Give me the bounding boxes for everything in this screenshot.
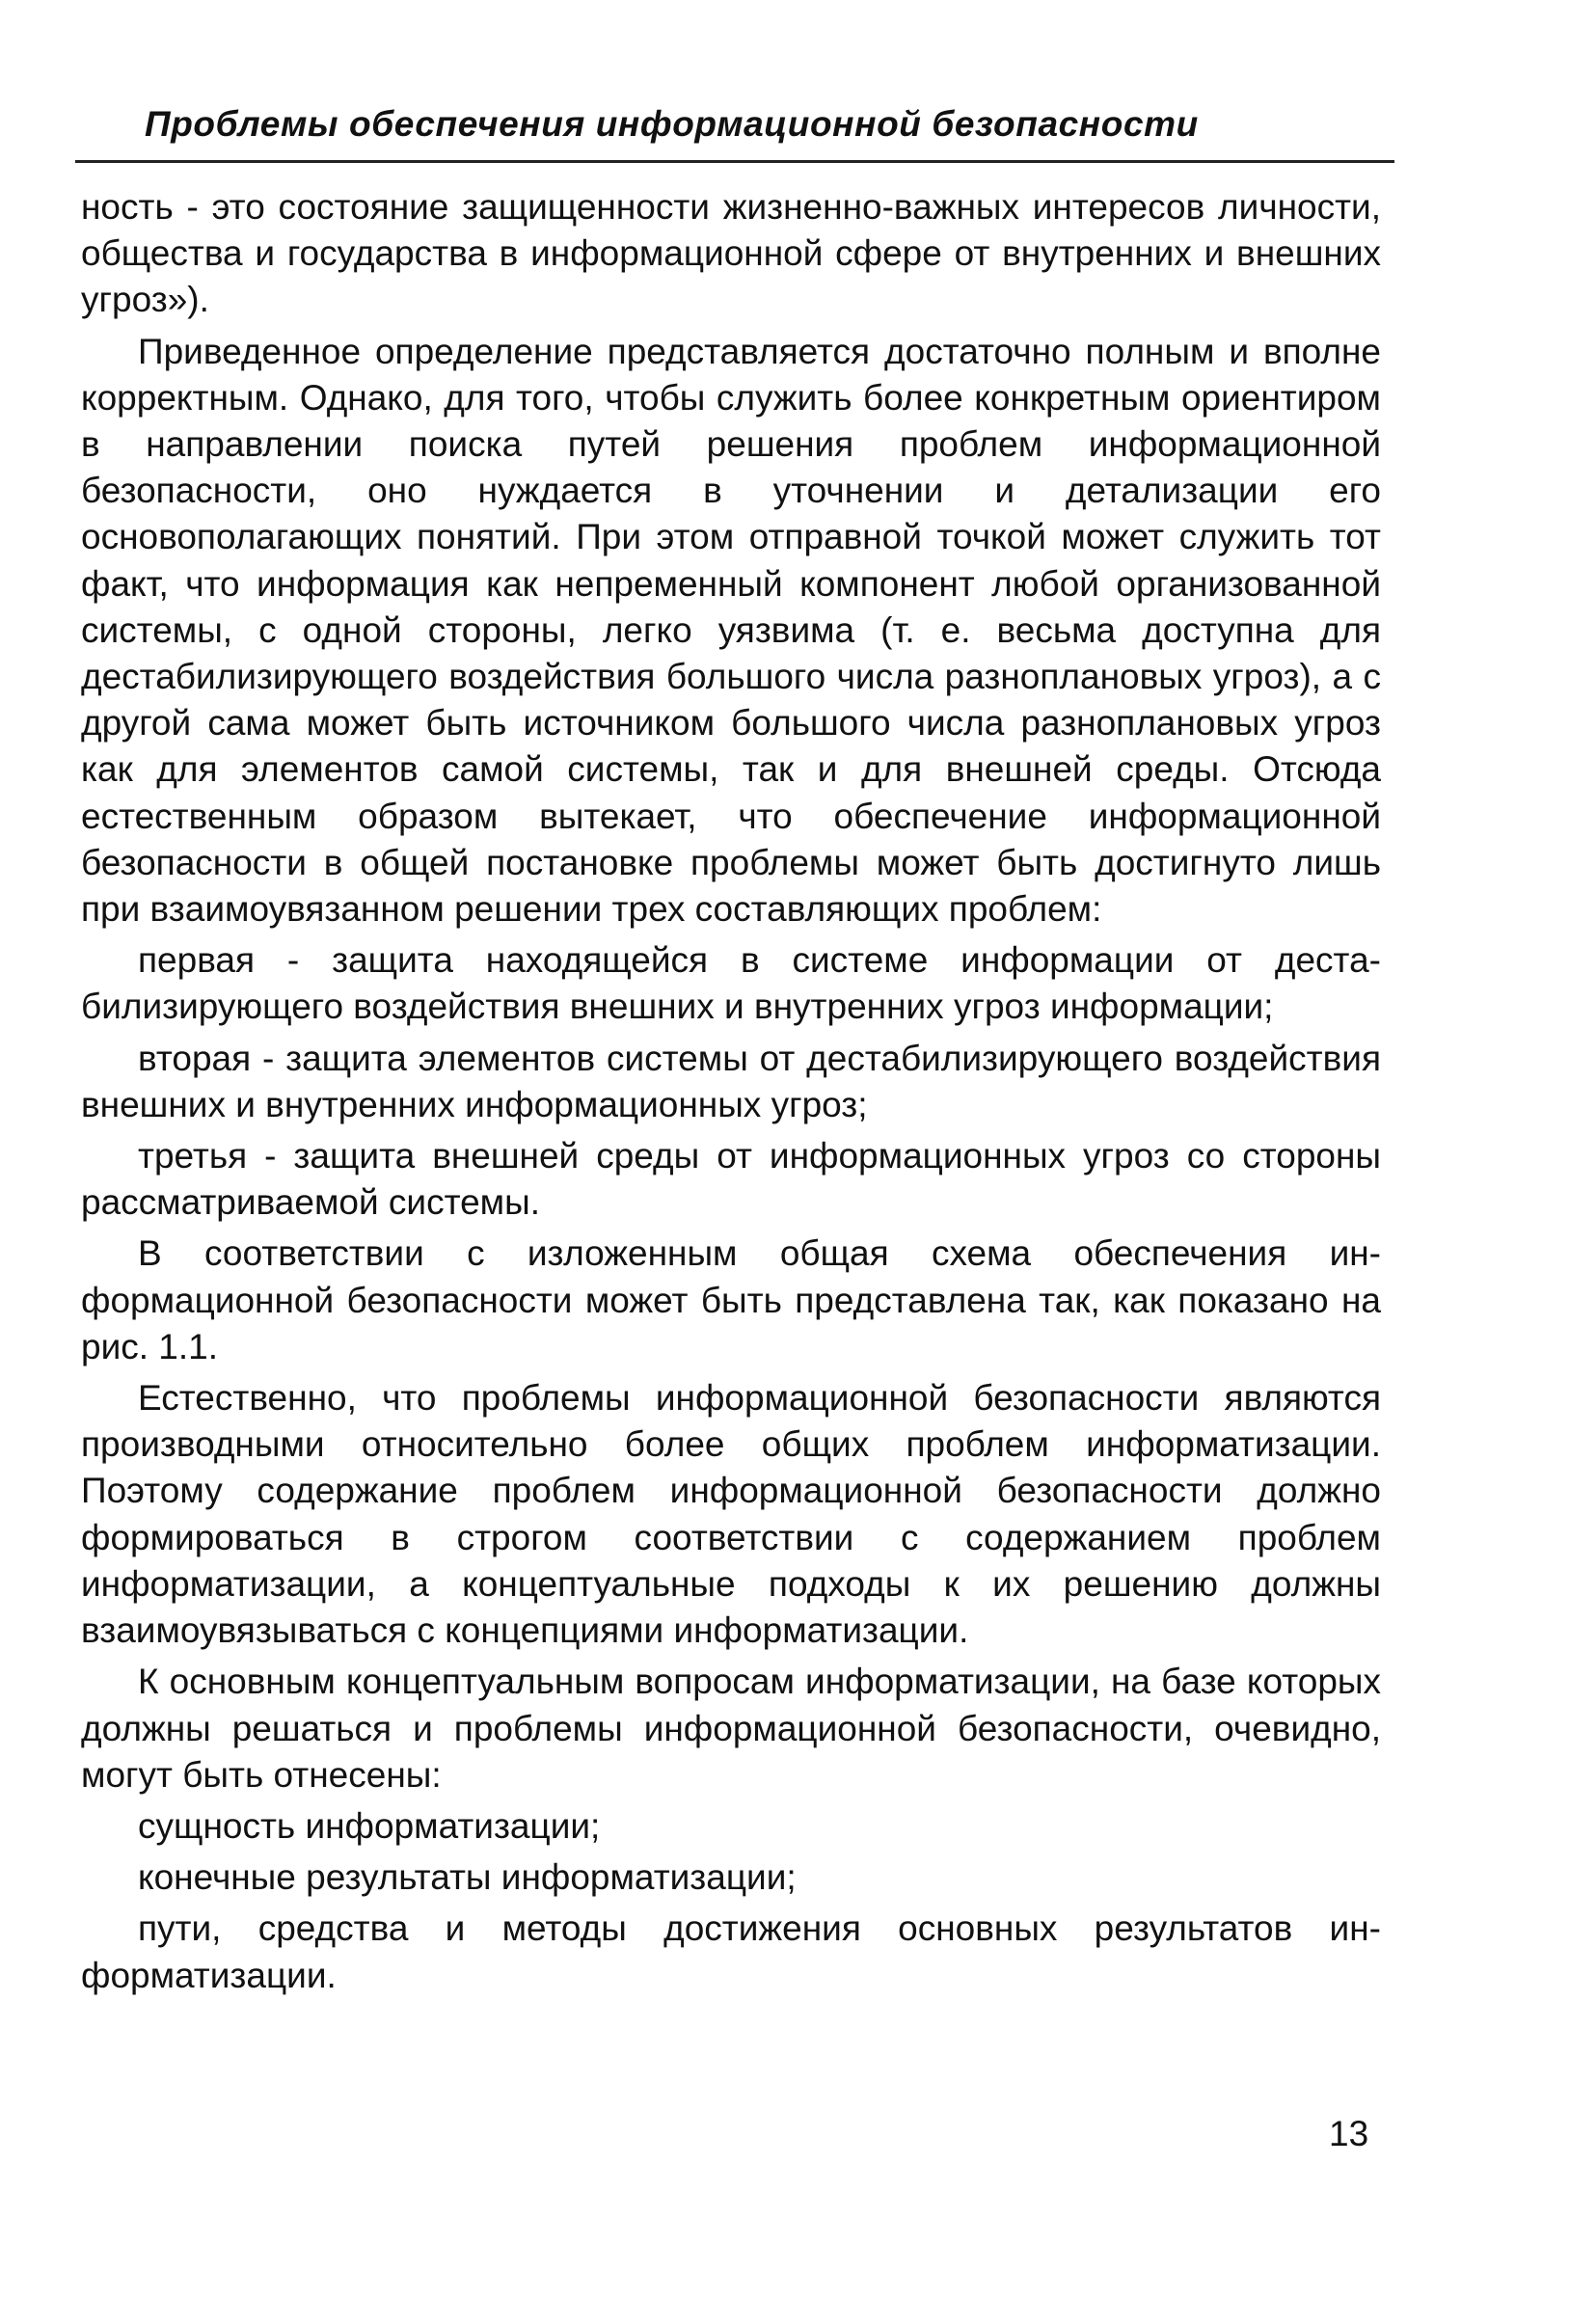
paragraph: Приведенное определение представляется достаточно полным и вполне корректным. Однако, для того, чтобы служить более конкретным ориентиром в направлении поиска путей решения проблем информационной безопасности, оно нуждается в уточнении и детализации его основополагающих понятий. При этом отправной точкой может служить тот факт, что информация как непременный компонент любой организованной системы, с одной стороны, легко уязвима (т. е. весьма доступна для дестабилизирующего воздействия большого числа разноплановых угроз), а с другой сама может быть источником большого числа разноплановых угроз как для элементов самой системы, так и для внешней среды. Отсюда естественным образом вытекает, что обеспечение информационной безопасности в общей постановке проблемы может быть достигнуто лишь при взаимоувязанном решении трех составляющих проблем:	[81, 331, 1381, 930]
paragraph: Естественно, что проблемы информационной безопасности являются производными относительно более общих проблем информатизации. Поэтому содержание проблем информационной безопасности должно формироваться в строгом соответствии с содержанием проблем информатизации, а концептуальные подходы к их решению должны взаимоувязываться с концепциями информатизации.	[81, 1378, 1381, 1651]
header-title: Проблемы обеспечения информационной безопасности	[145, 104, 1199, 144]
paragraph: ность - это состояние защищенности жизненно-важных интересов личности, общества и государства в информационной сфере от внутренних и внешних угроз»).	[81, 187, 1381, 320]
list-item: сущность информатизации;	[138, 1805, 601, 1846]
running-header	[75, 95, 1394, 163]
paragraph: К основным концептуальным вопросам информатизации, на базе которых должны решаться и проблемы информационной безопасности, очевидно, могут быть отнесены:	[81, 1662, 1381, 1795]
page-number: 13	[1329, 2114, 1369, 2153]
page-body	[81, 184, 1381, 2004]
list-item: пути, средства и методы достижения основных результатов информатизации.	[81, 1908, 1381, 1995]
list-item: конечные результаты информатизации;	[138, 1857, 797, 1898]
list-item: третья - защита внешней среды от информационных угроз со стороны рассматриваемой системы.	[81, 1136, 1381, 1223]
list-item: вторая - защита элементов системы от дестабилизирующего воздействия внешних и внутренних информационных угроз;	[81, 1038, 1381, 1124]
list-item: первая - защита находящейся в системе информации от дестабилизирующего воздействия внешних и внутренних угроз информации;	[81, 940, 1381, 1027]
paragraph: В соответствии с изложенным общая схема обеспечения информационной безопасности может быть представлена так, как показано на рис. 1.1.	[81, 1233, 1381, 1366]
